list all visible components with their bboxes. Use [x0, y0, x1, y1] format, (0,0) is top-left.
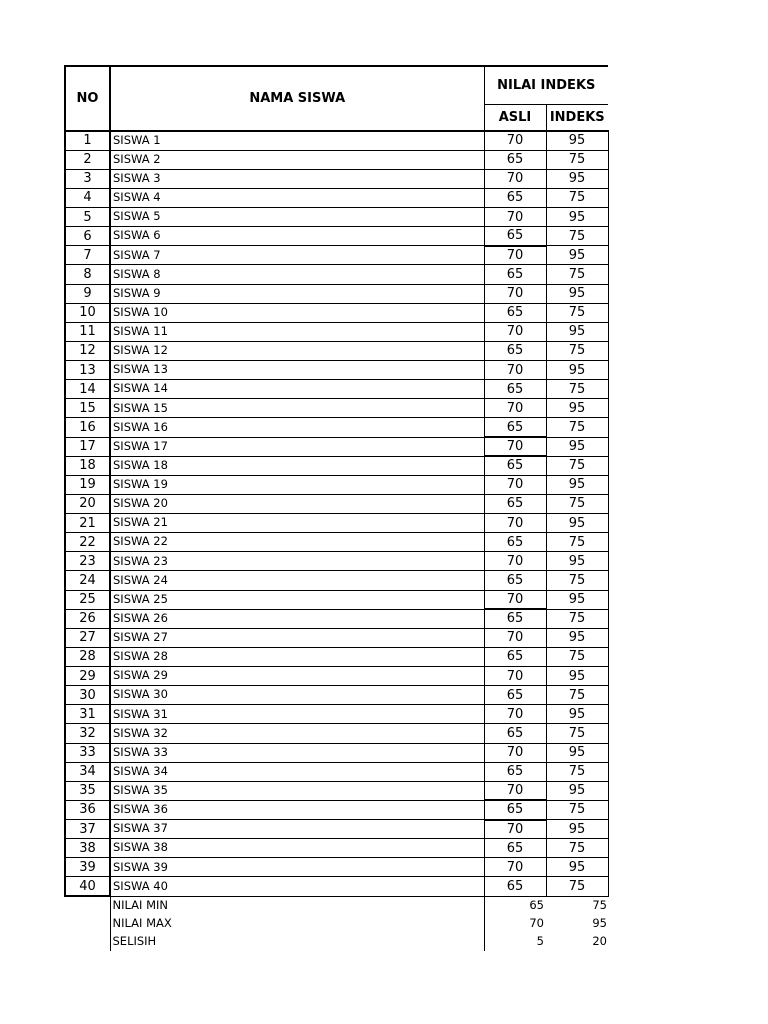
row-no: 24 [65, 571, 110, 590]
row-no: 33 [65, 743, 110, 762]
row-no: 10 [65, 303, 110, 322]
summary-spacer [65, 896, 110, 914]
row-nilai-indeks: 95 [546, 131, 608, 150]
row-no: 23 [65, 552, 110, 571]
table-row [65, 284, 608, 303]
row-nilai-indeks: 75 [546, 686, 608, 705]
row-nilai-indeks: 95 [546, 169, 608, 188]
row-no: 29 [65, 667, 110, 686]
row-nilai-indeks: 75 [546, 877, 608, 896]
row-nama-siswa: SISWA 13 [110, 361, 484, 380]
row-nilai-indeks: 95 [546, 667, 608, 686]
table-row [65, 820, 608, 839]
row-no: 22 [65, 533, 110, 552]
header-nama-siswa: NAMA SISWA [110, 66, 484, 131]
row-nilai-indeks: 75 [546, 609, 608, 628]
row-nilai-asli: 65 [484, 303, 546, 322]
row-nama-siswa: SISWA 16 [110, 418, 484, 437]
row-nama-siswa: SISWA 23 [110, 552, 484, 571]
row-nilai-indeks: 75 [546, 494, 608, 513]
table-row [65, 150, 608, 169]
row-no: 16 [65, 418, 110, 437]
row-nilai-asli: 65 [484, 762, 546, 781]
row-nilai-asli: 65 [484, 150, 546, 169]
header-no: NO [65, 66, 110, 131]
row-nama-siswa: SISWA 39 [110, 858, 484, 877]
table-row [65, 552, 608, 571]
row-nama-siswa: SISWA 15 [110, 399, 484, 418]
table-row [65, 533, 608, 552]
row-nilai-asli: 70 [484, 628, 546, 647]
row-nama-siswa: SISWA 27 [110, 628, 484, 647]
summary-min-asli: 65 [529, 897, 544, 912]
row-nama-siswa: SISWA 5 [110, 208, 484, 227]
table-row [65, 188, 608, 207]
table-row [65, 800, 608, 819]
row-no: 30 [65, 686, 110, 705]
row-nilai-indeks: 95 [546, 590, 608, 609]
row-nilai-asli: 65 [484, 877, 546, 896]
row-nama-siswa: SISWA 2 [110, 150, 484, 169]
row-nilai-indeks: 75 [546, 150, 608, 169]
table-row [65, 839, 608, 858]
table-row [65, 475, 608, 494]
student-rows [65, 131, 608, 896]
row-nilai-asli: 65 [484, 380, 546, 399]
row-nama-siswa: SISWA 32 [110, 724, 484, 743]
table-row [65, 667, 608, 686]
table-row [65, 590, 608, 609]
row-nilai-indeks: 95 [546, 208, 608, 227]
row-nilai-asli: 65 [484, 265, 546, 284]
row-nilai-asli: 65 [484, 227, 546, 246]
row-no: 26 [65, 609, 110, 628]
summary-selisih-asli: 5 [536, 933, 544, 948]
summary-label-min: NILAI MIN [110, 896, 484, 914]
row-nilai-indeks: 75 [546, 418, 608, 437]
row-no: 9 [65, 284, 110, 303]
row-nama-siswa: SISWA 28 [110, 647, 484, 666]
row-nilai-indeks: 95 [546, 628, 608, 647]
row-nama-siswa: SISWA 10 [110, 303, 484, 322]
row-no: 13 [65, 361, 110, 380]
row-no: 15 [65, 399, 110, 418]
row-nilai-indeks: 95 [546, 552, 608, 571]
row-nilai-indeks: 95 [546, 322, 608, 341]
row-nilai-asli: 70 [484, 552, 546, 571]
row-nilai-asli: 70 [484, 475, 546, 494]
summary-spacer [65, 933, 110, 951]
table-row [65, 628, 608, 647]
table-row [65, 647, 608, 666]
header-indeks: INDEKS [546, 104, 608, 131]
row-nilai-asli: 70 [484, 208, 546, 227]
row-nilai-asli: 65 [484, 839, 546, 858]
row-nama-siswa: SISWA 17 [110, 437, 484, 456]
row-nilai-asli: 70 [484, 858, 546, 877]
row-nilai-asli: 65 [484, 571, 546, 590]
row-no: 28 [65, 647, 110, 666]
row-nama-siswa: SISWA 21 [110, 514, 484, 533]
table-row [65, 265, 608, 284]
row-nilai-indeks: 75 [546, 762, 608, 781]
row-no: 25 [65, 590, 110, 609]
row-nilai-indeks: 75 [546, 724, 608, 743]
row-no: 6 [65, 227, 110, 246]
summary-label-max: NILAI MAX [110, 914, 484, 932]
table-row [65, 705, 608, 724]
row-nama-siswa: SISWA 14 [110, 380, 484, 399]
row-nilai-asli: 65 [484, 800, 546, 819]
row-nilai-asli: 65 [484, 456, 546, 475]
row-nilai-asli: 65 [484, 533, 546, 552]
table-row [65, 877, 608, 896]
row-nilai-indeks: 75 [546, 533, 608, 552]
row-nilai-asli: 70 [484, 131, 546, 150]
row-nilai-indeks: 75 [546, 380, 608, 399]
header-nilai-indeks: NILAI INDEKS [484, 66, 608, 104]
table-row [65, 686, 608, 705]
table-row [65, 227, 608, 246]
table-row [65, 571, 608, 590]
table-row [65, 361, 608, 380]
table-row [65, 781, 608, 800]
row-no: 18 [65, 456, 110, 475]
row-no: 12 [65, 341, 110, 360]
row-nilai-indeks: 75 [546, 800, 608, 819]
row-nilai-indeks: 75 [546, 571, 608, 590]
table-row [65, 208, 608, 227]
row-nilai-asli: 65 [484, 609, 546, 628]
table-row [65, 494, 608, 513]
row-no: 7 [65, 246, 110, 265]
row-nama-siswa: SISWA 4 [110, 188, 484, 207]
row-nilai-indeks: 75 [546, 839, 608, 858]
row-nilai-indeks: 95 [546, 858, 608, 877]
row-nilai-asli: 65 [484, 686, 546, 705]
row-nilai-indeks: 75 [546, 265, 608, 284]
row-nilai-indeks: 95 [546, 475, 608, 494]
row-nama-siswa: SISWA 25 [110, 590, 484, 609]
row-nama-siswa: SISWA 37 [110, 820, 484, 839]
table-row [65, 380, 608, 399]
table-row [65, 858, 608, 877]
table-row [65, 131, 608, 150]
summary-spacer [65, 914, 110, 932]
row-nilai-asli: 70 [484, 820, 546, 839]
row-no: 2 [65, 150, 110, 169]
table-row [65, 303, 608, 322]
row-nama-siswa: SISWA 26 [110, 609, 484, 628]
summary-max-asli: 70 [529, 915, 544, 930]
row-nama-siswa: SISWA 35 [110, 781, 484, 800]
row-nilai-indeks: 95 [546, 514, 608, 533]
row-no: 20 [65, 494, 110, 513]
row-nama-siswa: SISWA 3 [110, 169, 484, 188]
row-no: 14 [65, 380, 110, 399]
table-row [65, 322, 608, 341]
row-nilai-indeks: 75 [546, 188, 608, 207]
row-nilai-asli: 70 [484, 781, 546, 800]
summary-label-selisih: SELISIH [110, 933, 484, 951]
row-nilai-indeks: 95 [546, 781, 608, 800]
summary-row-max [65, 914, 608, 932]
table-row [65, 399, 608, 418]
row-nilai-asli: 65 [484, 188, 546, 207]
row-nilai-indeks: 95 [546, 437, 608, 456]
row-nilai-asli: 70 [484, 743, 546, 762]
row-nilai-asli: 65 [484, 494, 546, 513]
row-no: 21 [65, 514, 110, 533]
row-nama-siswa: SISWA 30 [110, 686, 484, 705]
row-nama-siswa: SISWA 18 [110, 456, 484, 475]
row-no: 27 [65, 628, 110, 647]
row-no: 40 [65, 877, 110, 896]
row-nilai-indeks: 75 [546, 303, 608, 322]
row-no: 36 [65, 800, 110, 819]
row-no: 34 [65, 762, 110, 781]
row-nilai-asli: 65 [484, 341, 546, 360]
table-row [65, 418, 608, 437]
table-row [65, 724, 608, 743]
row-no: 38 [65, 839, 110, 858]
row-nama-siswa: SISWA 6 [110, 227, 484, 246]
table-row [65, 743, 608, 762]
row-nama-siswa: SISWA 8 [110, 265, 484, 284]
row-nilai-indeks: 95 [546, 743, 608, 762]
row-nama-siswa: SISWA 19 [110, 475, 484, 494]
row-nilai-asli: 70 [484, 169, 546, 188]
row-no: 1 [65, 131, 110, 150]
row-nama-siswa: SISWA 7 [110, 246, 484, 265]
row-nama-siswa: SISWA 20 [110, 494, 484, 513]
row-no: 32 [65, 724, 110, 743]
row-nama-siswa: SISWA 36 [110, 800, 484, 819]
row-nilai-asli: 70 [484, 284, 546, 303]
summary-row-min [65, 896, 608, 914]
row-nilai-asli: 70 [484, 437, 546, 456]
row-no: 17 [65, 437, 110, 456]
row-nilai-indeks: 95 [546, 399, 608, 418]
row-nama-siswa: SISWA 34 [110, 762, 484, 781]
row-nilai-indeks: 95 [546, 820, 608, 839]
row-nilai-indeks: 75 [546, 341, 608, 360]
student-score-table [64, 65, 609, 951]
summary-rows [65, 896, 608, 951]
row-nilai-indeks: 95 [546, 361, 608, 380]
row-nama-siswa: SISWA 29 [110, 667, 484, 686]
row-no: 39 [65, 858, 110, 877]
row-nilai-asli: 70 [484, 399, 546, 418]
row-nilai-indeks: 75 [546, 456, 608, 475]
row-nilai-asli: 70 [484, 361, 546, 380]
row-nama-siswa: SISWA 11 [110, 322, 484, 341]
row-no: 8 [65, 265, 110, 284]
row-no: 35 [65, 781, 110, 800]
row-nilai-indeks: 95 [546, 705, 608, 724]
table-row [65, 456, 608, 475]
row-nilai-indeks: 95 [546, 284, 608, 303]
row-nama-siswa: SISWA 12 [110, 341, 484, 360]
table-row [65, 762, 608, 781]
row-nama-siswa: SISWA 1 [110, 131, 484, 150]
row-no: 4 [65, 188, 110, 207]
table-row [65, 169, 608, 188]
row-no: 5 [65, 208, 110, 227]
row-no: 37 [65, 820, 110, 839]
row-nama-siswa: SISWA 40 [110, 877, 484, 896]
summary-max-indeks: 95 [592, 915, 607, 930]
row-nama-siswa: SISWA 22 [110, 533, 484, 552]
row-nilai-asli: 65 [484, 418, 546, 437]
row-nama-siswa: SISWA 24 [110, 571, 484, 590]
row-nilai-asli: 70 [484, 322, 546, 341]
summary-row-selisih [65, 933, 608, 951]
row-nama-siswa: SISWA 31 [110, 705, 484, 724]
row-nama-siswa: SISWA 33 [110, 743, 484, 762]
row-nilai-indeks: 75 [546, 647, 608, 666]
row-no: 31 [65, 705, 110, 724]
row-nilai-asli: 70 [484, 246, 546, 265]
row-no: 11 [65, 322, 110, 341]
row-nilai-indeks: 75 [546, 227, 608, 246]
table-row [65, 341, 608, 360]
table-row [65, 514, 608, 533]
row-nilai-asli: 70 [484, 590, 546, 609]
row-nilai-asli: 70 [484, 705, 546, 724]
table-row [65, 437, 608, 456]
table-row [65, 609, 608, 628]
row-nama-siswa: SISWA 9 [110, 284, 484, 303]
header-asli: ASLI [484, 104, 546, 131]
row-nilai-asli: 70 [484, 667, 546, 686]
summary-min-indeks: 75 [592, 897, 607, 912]
row-nilai-indeks: 95 [546, 246, 608, 265]
row-no: 3 [65, 169, 110, 188]
row-nama-siswa: SISWA 38 [110, 839, 484, 858]
row-nilai-asli: 65 [484, 647, 546, 666]
row-nilai-asli: 65 [484, 724, 546, 743]
summary-selisih-indeks: 20 [592, 933, 607, 948]
row-no: 19 [65, 475, 110, 494]
table-row [65, 246, 608, 265]
row-nilai-asli: 70 [484, 514, 546, 533]
